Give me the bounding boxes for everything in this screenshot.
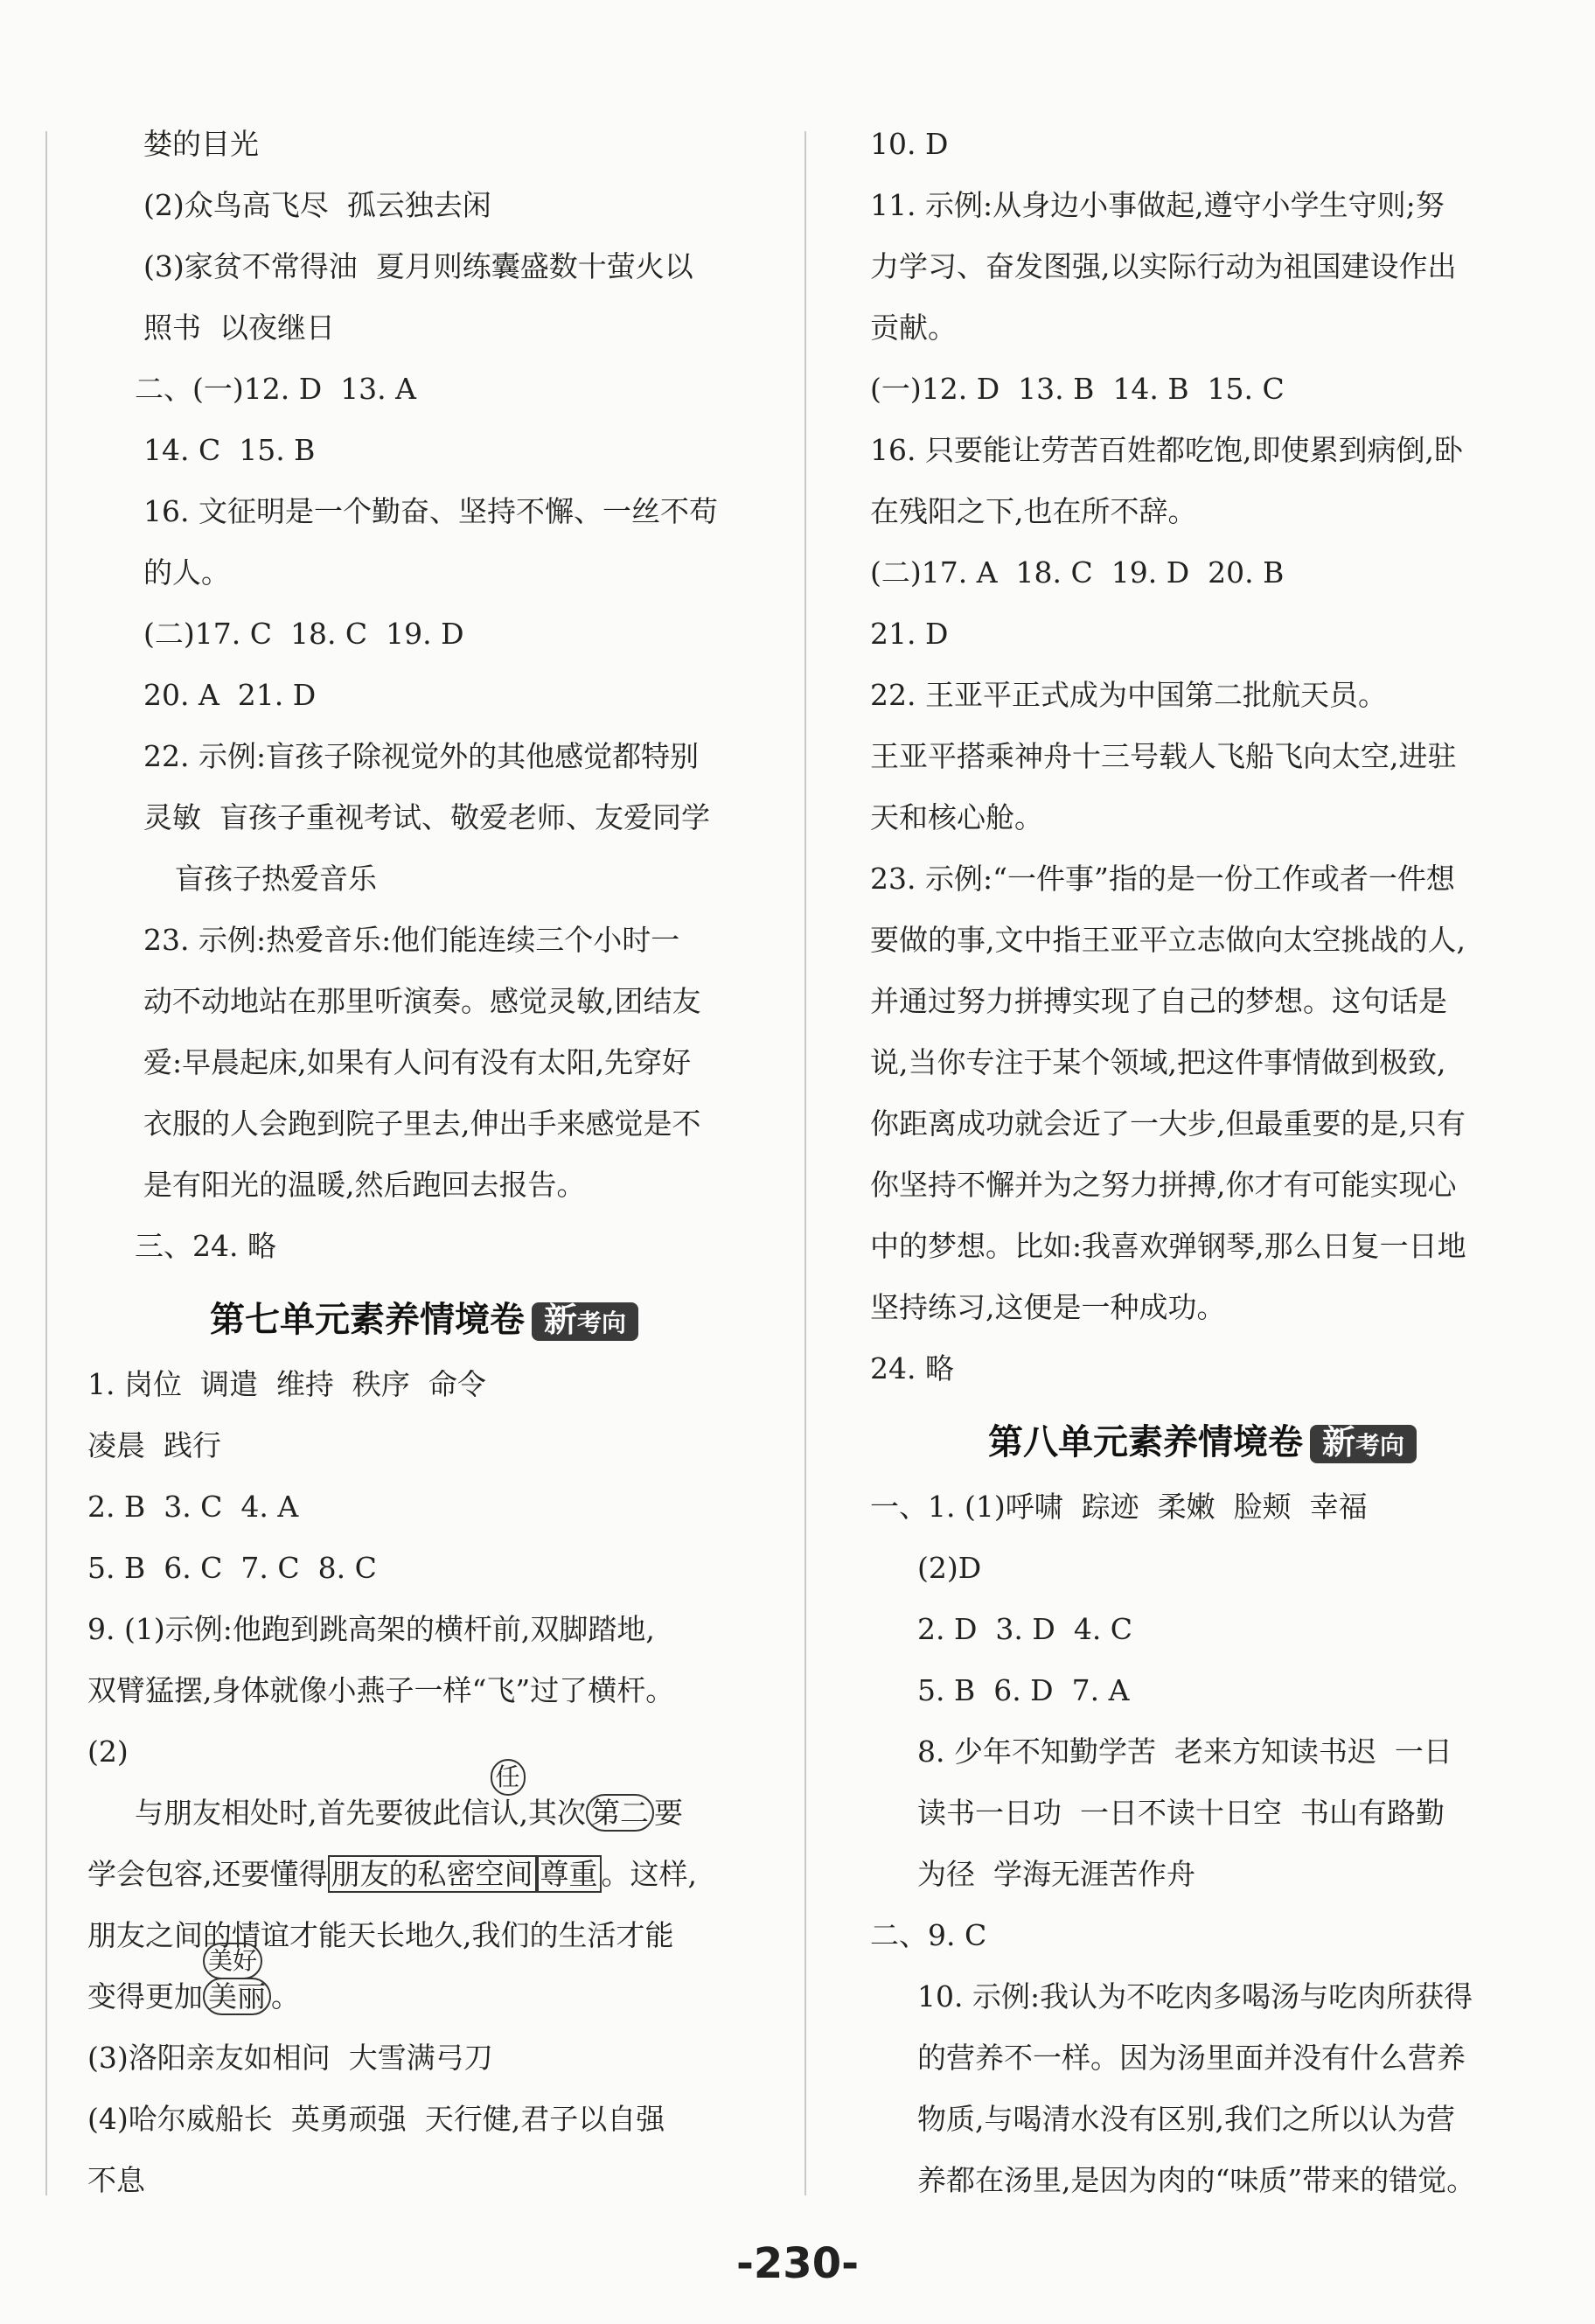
handwritten-correction-line: 变得更加 美丽 美好 。 (87, 1971, 761, 2032)
inserted-correction: 美好 (203, 1943, 262, 1979)
answer-line: 10. 示例:我认为不吃肉多喝汤与吃肉所获得 (917, 1979, 1473, 2013)
answer-line: 5. B 6. C 7. C 8. C (87, 1551, 377, 1585)
answer-line: (2)D (917, 1551, 982, 1585)
answer-line: 要做的事,文中指王亚平立志做向太空挑战的人, (870, 923, 1466, 957)
section-heading-unit-8 (870, 1404, 1535, 1481)
answer-line: 爱:早晨起床,如果有人问有没有太阳,先穿好 (143, 1045, 692, 1079)
section-heading-unit-7 (87, 1281, 761, 1358)
new-trend-badge: 新考向 (532, 1302, 638, 1341)
boxed-word: 尊重 (537, 1855, 602, 1893)
answer-line: 23. 示例:热爱音乐:他们能连续三个小时一 (143, 923, 680, 957)
answer-line: 9. (1)示例:他跑到跳高架的横杆前,双脚踏地, (87, 1612, 655, 1646)
handwritten-correction-line: 学会包容,还要懂得 朋友的私密空间 尊重 。这样, (87, 1857, 697, 1891)
answer-line: 为径 学海无涯苦作舟 (917, 1857, 1195, 1891)
answer-line: 的人。 (143, 555, 230, 590)
answer-line: 王亚平搭乘神舟十三号载人飞船飞向太空,进驻 (870, 739, 1457, 773)
answer-line: 天和核心舱。 (870, 800, 1043, 834)
answer-line: 5. B 6. D 7. A (917, 1673, 1130, 1707)
answer-line: (一)12. D 13. B 14. B 15. C (870, 372, 1285, 406)
answer-line: 1. 岗位 调遣 维持 秩序 命令 (87, 1367, 486, 1401)
answer-line: 16. 文征明是一个勤奋、坚持不懈、一丝不苟 (143, 494, 718, 528)
answer-line: (2)众鸟高飞尽 孤云独去闲 (143, 188, 491, 222)
answer-line: 你坚持不懈并为之努力拼搏,你才有可能实现心 (870, 1168, 1457, 1202)
handwritten-correction-line: 与朋友相处时,首先要彼此信认 任 ,其次 第二 要 (87, 1787, 761, 1848)
answer-line: 双臂猛摆,身体就像小燕子一样“飞”过了横杆。 (87, 1673, 675, 1707)
new-trend-badge: 新考向 (1310, 1425, 1417, 1463)
boxed-phrase: 朋友的私密空间 (328, 1855, 537, 1893)
answer-line: 一、1. (1)呼啸 踪迹 柔嫩 脸颊 幸福 (870, 1490, 1368, 1524)
circled-word: 第二 (586, 1794, 654, 1832)
answer-line: 11. 示例:从身边小事做起,遵守小学生守则;努 (870, 188, 1445, 222)
answer-line: 坚持练习,这便是一种成功。 (870, 1290, 1226, 1324)
section-title: 第七单元素养情境卷 (209, 1300, 525, 1340)
answer-line: 10. D (870, 127, 949, 161)
answer-line: 21. D (870, 617, 949, 651)
answer-line: 2. D 3. D 4. C (917, 1612, 1133, 1646)
answer-line: 二、(一)12. D 13. A (135, 372, 416, 406)
answer-line: 贡献。 (870, 311, 957, 345)
answer-line: 二、9. C (870, 1918, 987, 1952)
answer-line: 三、24. 略 (135, 1229, 276, 1263)
answer-line: 朋友之间的情谊才能天长地久,我们的生活才能 (87, 1918, 674, 1952)
answer-line: 养都在汤里,是因为肉的“味质”带来的错觉。 (917, 2163, 1476, 2197)
left-column (87, 118, 761, 2216)
answer-line: 23. 示例:“一件事”指的是一份工作或者一件想 (870, 862, 1455, 896)
answer-line: 16. 只要能让劳苦百姓都吃饱,即使累到病倒,卧 (870, 433, 1463, 467)
answer-line: 是有阳光的温暖,然后跑回去报告。 (143, 1168, 586, 1202)
answer-line: 的营养不一样。因为汤里面并没有什么营养 (917, 2041, 1466, 2075)
section-title: 第八单元素养情境卷 (987, 1422, 1303, 1462)
inserted-correction: 任 (491, 1759, 526, 1796)
column-divider (804, 131, 806, 2195)
answer-line: 衣服的人会跑到院子里去,伸出手来感觉是不 (143, 1106, 701, 1141)
answer-line: 说,当你专注于某个领域,把这件事情做到极致, (870, 1045, 1446, 1079)
answer-line: 婪的目光 (143, 127, 259, 161)
answer-line: 中的梦想。比如:我喜欢弹钢琴,那么日复一日地 (870, 1229, 1466, 1263)
answer-line: (二)17. C 18. C 19. D (143, 617, 464, 651)
answer-line: 20. A 21. D (143, 678, 317, 712)
answer-line: 灵敏 盲孩子重视考试、敬爱老师、友爱同学 (143, 800, 710, 834)
answer-line: 8. 少年不知勤学苦 老来方知读书迟 一日 (917, 1734, 1452, 1769)
answer-line: (二)17. A 18. C 19. D 20. B (870, 555, 1285, 590)
answer-line: (2) (87, 1734, 129, 1769)
page-number: -230- (735, 2239, 860, 2288)
answer-line: 并通过努力拼搏实现了自己的梦想。这句话是 (870, 984, 1447, 1018)
answer-line: 凌晨 践行 (87, 1428, 221, 1462)
answer-line: 14. C 15. B (143, 433, 316, 467)
answer-line: (4)哈尔威船长 英勇顽强 天行健,君子以自强 (87, 2102, 665, 2136)
answer-line: 读书一日功 一日不读十日空 书山有路勤 (917, 1796, 1445, 1830)
answer-line: 盲孩子热爱音乐 (175, 862, 377, 896)
answer-line: 照书 以夜继日 (143, 311, 335, 345)
answer-line: (3)家贫不常得油 夏月则练囊盛数十萤火以 (143, 249, 693, 283)
circled-word: 美丽 (203, 1978, 271, 2015)
answer-line: 22. 王亚平正式成为中国第二批航天员。 (870, 678, 1387, 712)
answer-line: 2. B 3. C 4. A (87, 1490, 299, 1524)
right-column (870, 118, 1535, 2216)
correction-mark: 认 (490, 1796, 519, 1830)
answer-line: 不息 (87, 2163, 145, 2197)
left-margin-rule (45, 131, 47, 2195)
answer-line: 物质,与喝清水没有区别,我们之所以认为营 (917, 2102, 1455, 2136)
answer-line: 22. 示例:盲孩子除视觉外的其他感觉都特别 (143, 739, 700, 773)
answer-line: 24. 略 (870, 1351, 954, 1385)
answer-line: 你距离成功就会近了一大步,但最重要的是,只有 (870, 1106, 1466, 1141)
answer-line: 动不动地站在那里听演奏。感觉灵敏,团结友 (143, 984, 701, 1018)
answer-line: 在残阳之下,也在所不辞。 (870, 494, 1197, 528)
answer-line: 力学习、奋发图强,以实际行动为祖国建设作出 (870, 249, 1457, 283)
answer-line: (3)洛阳亲友如相问 大雪满弓刀 (87, 2041, 493, 2075)
